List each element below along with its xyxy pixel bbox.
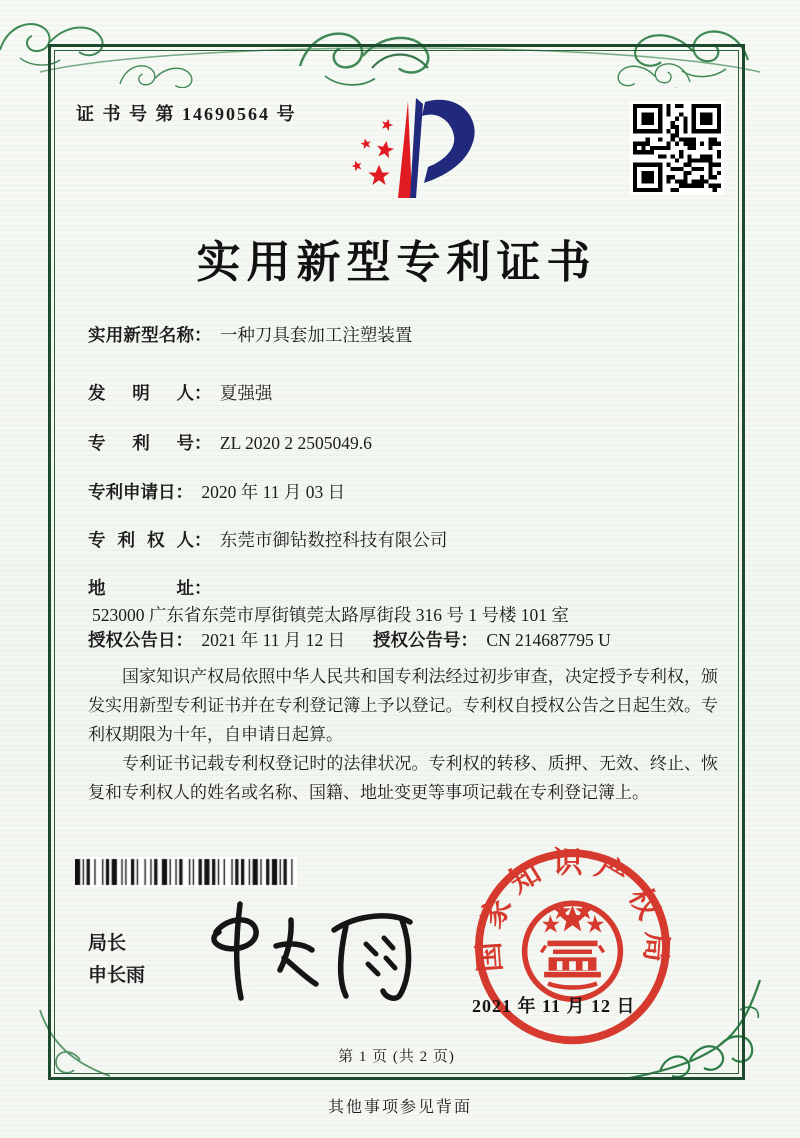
- field-label: 授权公告日: [88, 630, 176, 650]
- back-note: 其他事项参见背面: [327, 1099, 472, 1116]
- officer-name: 申长雨: [88, 965, 146, 986]
- field-row-address: [88, 575, 728, 630]
- label-colon: ：: [194, 325, 212, 345]
- national-emblem: [525, 903, 621, 999]
- field-label: 专利号: [88, 433, 194, 453]
- grant-date-pair: [88, 630, 345, 650]
- field-value: CN 214687795 U: [486, 630, 611, 650]
- field-value: 东莞市御钻数控科技有限公司: [219, 530, 448, 550]
- legal-paragraph: 国家知识产权局依照中华人民共和国专利法经过初步审查，决定授予专利权，颁发实用新型专利证书并在专利登记簿上予以登记。专利权自授权公告之日起生效。专利权期限为十年，自申请日起算。: [88, 667, 718, 744]
- label-colon: ：: [175, 482, 193, 502]
- label-colon: ：: [194, 383, 212, 403]
- logo-red-wedge: [398, 101, 412, 198]
- field-row-inventor: [88, 380, 728, 405]
- field-label: 实用新型名称: [88, 325, 194, 345]
- barcode: [75, 857, 297, 887]
- label-colon: ：: [194, 530, 212, 550]
- field-value: 夏强强: [219, 383, 273, 403]
- label-colon: ：: [194, 578, 212, 598]
- field-row-name: [88, 322, 728, 347]
- director-signature: [188, 898, 418, 1003]
- grant-number-pair: [373, 627, 611, 652]
- legal-paragraph: 专利证书记载专利权登记时的法律状况。专利权的转移、质押、无效、终止、恢复和专利权人的姓名或名称、国籍、地址变更等事项记载在专利登记簿上。: [88, 754, 718, 802]
- legal-text: [88, 662, 718, 807]
- qr-code: [630, 101, 724, 195]
- logo-blue-bar: [410, 98, 423, 198]
- field-row-patent-number: [88, 430, 728, 455]
- page-number: 第 1 页 (共 2 页): [338, 1049, 455, 1065]
- field-row-patentee: [88, 527, 728, 552]
- field-value: ZL 2020 2 2505049.6: [219, 433, 372, 453]
- label-colon: ：: [194, 433, 212, 453]
- certificate-title: 实用新型专利证书: [196, 238, 597, 287]
- seal-date: 2021 年 11 月 12 日: [472, 996, 636, 1016]
- field-value: 2020 年 11 月 03 日: [201, 482, 346, 502]
- field-label: 发明人: [88, 383, 194, 403]
- field-label: 授权公告号: [373, 630, 461, 650]
- field-value: 523000 广东省东莞市厚街镇莞太路厚街段 316 号 1 号楼 101 室: [92, 605, 569, 625]
- field-label: 专利申请日: [88, 482, 176, 502]
- field-value: 一种刀具套加工注塑装置: [219, 325, 413, 345]
- field-label: 专利权人: [88, 530, 194, 550]
- field-label: 地址: [88, 578, 194, 598]
- certificate-number: 证 书 号 第 14690564 号: [76, 104, 297, 124]
- field-row-filing-date: [88, 479, 728, 504]
- seal-text: 国家知识产权局: [470, 845, 675, 974]
- label-colon: ：: [175, 630, 193, 650]
- field-value: 2021 年 11 月 12 日: [201, 630, 346, 650]
- label-colon: ：: [460, 630, 478, 650]
- logo-stars: [350, 117, 395, 185]
- officer-title: 局长: [88, 933, 127, 954]
- official-seal: [450, 843, 695, 1055]
- field-row-grant: [88, 627, 728, 652]
- logo-p-bowl: [422, 100, 475, 183]
- cnipa-logo: [330, 94, 480, 206]
